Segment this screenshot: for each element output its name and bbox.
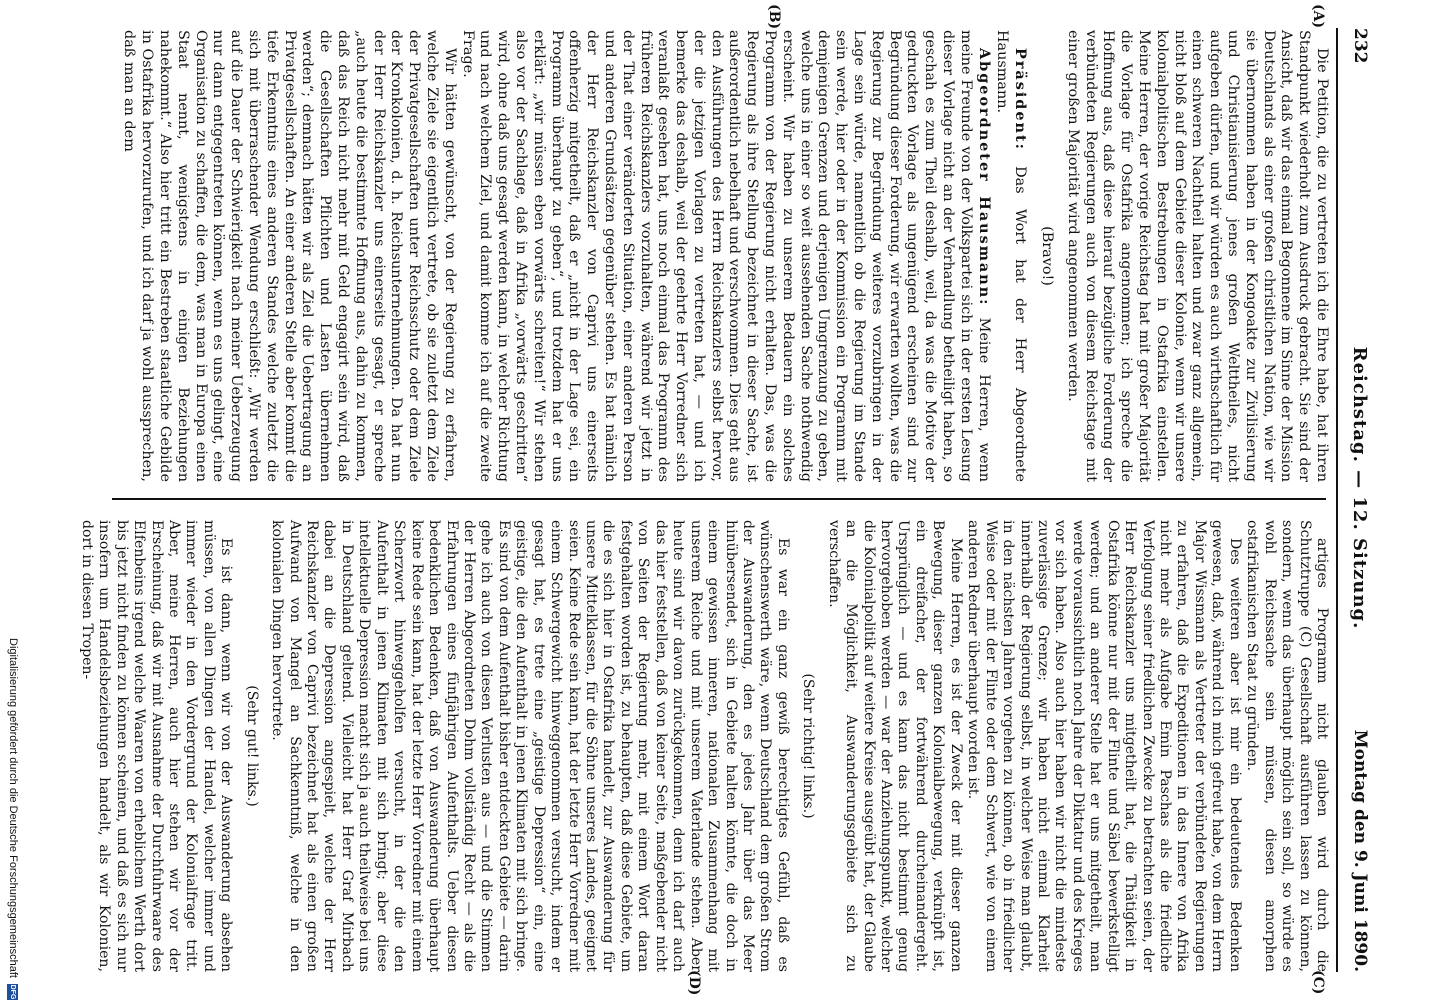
- page-number: 232: [1350, 28, 1370, 64]
- left-column: [120, 30, 1330, 482]
- column-divider: [112, 498, 1326, 500]
- header-rule: [1336, 28, 1338, 972]
- page-header: [1340, 28, 1374, 972]
- interjection: (Bravo!): [1039, 226, 1056, 286]
- speaker-label: Abgeordneter Hausmann:: [975, 48, 993, 307]
- paragraph: artiges Programm nicht glauben wird durch die Schutztruppe (C) Gesellschaft ausführen lassen zu können, sondern, wenn das überhaupt möglich sein soll, so würde es wohl Reichssache sein müssen, diesen amorphen ostafrikanischen Staat zu gründen.: [1244, 520, 1330, 972]
- footer-credit: [6, 0, 20, 1000]
- margin-marker-b: (B): [766, 4, 782, 30]
- right-column: [77, 520, 1330, 972]
- dfg-logo: DFG: [9, 984, 17, 1000]
- paragraph: Die Petition, die zu vertreten ich die Ehre habe, hat ihren Standpunkt wiederholt zum Ausdruck gebracht. Sie sind der Ansicht, daß wir das einmal Begonnene im Sinne der Mission Deutschlands als einer großen christlichen Nation, wie wir sie übernommen haben in der Kongoakte zur Zivilisierung und Christianisierung jenes großen Welttheiles, nicht aufgeben dürfen, und wir würden es auch wirthschaftlich für einen schweren Nachtheil halten und zwar ganz allgemein, nicht bloß auf dem Gebiete dieser Kolonie, wenn wir unsere kolonialpolitischen Bestrebungen in Ostafrika einstellen. Meine Herren, der vorige Reichstag hat mit großer Majorität die Vorlage für Ostafrika angenommen; ich spreche die Hoffnung aus, daß diese hierauf bezügliche Forderung der verbündeten Regierungen auch von diesem Reichstage mit einer großen Majorität wird angenommen werden.: [1064, 30, 1330, 482]
- paragraph: Wir hätten gewünscht, von der Regierung zu erfahren, welche Ziele sie eigentlich vertrete, ob sie zuletzt dem Ziele der Privatgesellschaften unter Reichsschutz oder dem Ziele der Kronkolonien, d. h. Reichsunternehmungen. Da hat nun der Herr Reichskanzler uns einerseits gesagt, er spreche „auch heute die bestimmte Hoffnung aus, dahin zu kommen, daß das Reich nicht mehr mit Geld engagirt sein wird, daß die Gesellschaften Pflichten und Lasten übernehmen werden“; demnach hätten wir als Ziel die Uebertragung an Privatgesellschaften. An einer anderen Stelle aber kommt die tiefe Erkenntnis eines anderen Standes welche zuletzt die sich mit überraschender Wendung erschließt: „Wir werden auf die Dauer der Schwierigkeit nach meiner Ueberzeugung nur dann entgegentreten können, wenn es uns gelingt, eine Organisation zu schaffen, die dem, was man in Europa einen Staat nennt, wenigstens in einigen Beziehungen nahekommt.“ Also hier tritt ein Bestreben staatliche Gebilde in Ostafrika hervorzurufen, und ich darf ja wohl aussprechen, daß man an dem: [121, 30, 458, 482]
- document-page: [42, 0, 1382, 1000]
- funding-credit: Digitalisierung gefördert durch die Deutsche Forschungsgemeinschaft: [7, 638, 19, 978]
- margin-marker-c: (C): [1310, 970, 1326, 995]
- session-date: Montag den 9. Juni 1890.: [1350, 729, 1370, 972]
- paragraph: Es war ein ganz gewiß berechtigtes Gefühl, daß es wünschenswerth wäre, wenn Deutschland dem großen Strom der Auswanderung, den es jedes Jahr über das Meer hinübersendet, sich in Gebiete halten könnte, die doch in einem gewissen inneren, nationalen Zusammenhang mit unserem Reiche und mit unserem Vaterlande stehen. Aber heute sind wir davon zurückgekommen, denn ich darf auch das hier feststellen, daß von keiner Seite, maßgebender nicht von Seiten der Regierung mehr, mit einem Wort daran festgehalten worden ist, zu behaupten, daß diese Gebiete, um die es sich hier in Ostafrika handelt, zur Auswanderung für unsere Mittelklassen, für die Söhne unseres Landes, geeignet seien. Keine Rede sein kann, hat der letzte Herr Vorredner mit einem Schwergewicht hinweggenommen versucht, indem er gesagt hat, es trete eine „geistige Depression“ ein, eine geistige, die den Aufenthalt in jenen Klimaten mit sich bringe. Es sind von dem Aufenthalt bisher entdeckten Gebiete — darin gehe ich auch von diesen Verlusten aus — und die Stimmen der Herren Abgeordneten Dohm vollständig Recht — als die Erfahrungen eines fünfjährigen Aufenthalts. Ueber diesen bedenklichen Bedenken, daß von Auswanderung überhaupt keine Rede sein kann, hat der letzte Herr Vorredner mit einem Scherzwort hinweggeholfen versucht, in der die den Aufenthalt in jenen Klimaten mit sich bringt; aber diese intellektuelle Depression macht sich ja auch theilweise bei uns in Deutschland geltend. Vielleicht hat Herr Graf Mirbach dabei an die Depression angespielt, welche der Herr Reichskanzler von Caprivi bezeichnet hat als einen großen Aufwand von Mangel an Sachkenntniß, welche in den kolonialen Dingen hervortrete.: [269, 520, 791, 972]
- interjection: (Sehr gut! links.): [243, 685, 260, 807]
- paragraph: Es ist dann, wenn wir von der Auswanderung absehen müssen, von allen Dingen der Handel, welcher immer und immer wieder in den Vordergrund der Kolonialfrage tritt. Aber, meine Herren, auch hier stehen wir vor der Erscheinung, daß wir mit Ausnahme der Durchfuhrwaare des Elfenbeins irgend welche Waaren von erheblichem Werth dort bis jetzt nicht finden zu können scheinen, und daß es sich nur insofern um Handelsbeziehungen handelt, als wir Kolonien, dort in diesen Tropen-: [78, 520, 235, 972]
- paragraph-text: Meine Herren, wenn meine Freunde von der Volkspartei sich in der ersten Lesung dieser Vorlage nicht an der Verhandlung betheiligt haben, so geschah es zum Theil deshalb, weil, da was die Motive der gedruckten Vorlage als ungenügend erscheinen sind zur Begründung dieser Forderung, wir erwarten wollten, was die Regierung zur Begründung weiteres vorzubringen in der Lage sein würde, namentlich ob die Regierung im Stande sein werde, hier oder in der Kommission ein Programm mit demjenigen Grenzen und derjenigen Umgrenzung zu geben, welche uns in einer so weit aussehenden Sache nothwendig erscheint. Wir haben zu unserem Bedauern ein solches Programm von der Regierung nicht erhalten. Das, was die Regierung als ihre Stellung bezeichnet in dieser Sache, ist außerordentlich nebelhaft und verschwommen. Dies geht aus den Ausführungen des Herrn Reichskanzlers selbst hervor, der die jetzigen Vorlagen zu vertreten hat, — und ich bemerke das deshalb, weil der geehrte Herr Vorredner sich veranlaßt gesehen hat, uns noch einmal das Programm des früheren Reichskanzlers vorzuhalten, während wir jetzt in der That einer veränderten Situation, einer anderen Person und anderen Grundsätzen gegenüber stehen. Es hat nämlich der Herr Reichskanzler von Caprivi uns einerseits offenherzig mitgetheilt, daß er „nicht in der Lage sei, ein Programm überhaupt zu geben“, und trotzdem hat er uns erklärt: „wir müssen eben vorwärts schreiten!“ Wir stehen also vor der Sachlage, daß in Afrika „vorwärts geschritten“ wird, ohne daß uns gesagt werden kann, in welcher Richtung und nach welchem Ziel, und damit komme ich auf die zweite Frage.: [459, 30, 992, 482]
- paragraph: Meine Herren, es ist der Zweck der mit dieser ganzen Bewegung, dieser ganzen Kolonialbewegung, verknüpft ist, ein dreifacher, der fortwährend durcheinandergeht. Ursprünglich — und es kann das nicht bestimmt genug hervorgehoben werden — war der Anziehungspunkt, welcher die Kolonialpolitik auf weitere Kreise ausgeübt hat, der Glaube an die Möglichkeit, Auswanderungsgebiete sich zu verschaffen.: [825, 520, 964, 972]
- interjection: (Sehr richtig! links.): [800, 673, 817, 819]
- speaker-paragraph: [993, 30, 1030, 482]
- margin-marker-a: (A): [1310, 4, 1326, 29]
- paragraph-text: Das Wort hat der Herr Abgeordnete Hausmann.: [994, 30, 1029, 483]
- margin-marker-d: (D): [686, 970, 702, 996]
- running-title: Reichstag. — 12. Sitzung.: [1349, 346, 1370, 630]
- speaker-label: Präsident:: [1012, 48, 1030, 151]
- speaker-paragraph: [458, 30, 993, 482]
- paragraph: Des weiteren aber ist mir ein bedeutendes Bedenken gewesen, daß, während ich mich gefreut habe, von dem Herrn Major Wissmann als Vertreter der verbündeten Regierungen zu erfahren, daß die Expeditionen in das Innere von Afrika nicht mehr als Aufgabe Emin Paschas als die friedliche Verfolgung seiner friedlichen Zwecke zu betrachten seien, der Herr Reichskanzler uns mitgetheilt hat, die Thätigkeit in Ostafrika könne nur mit der Flinte und Säbel bewerkstelligt werden; und an anderer Stelle hat er uns mitgetheilt, man werde voraussichtlich noch Jahre der Diktatur und des Krieges vor sich haben. Also auch hier haben wir nicht die mindeste zuverlässige Grenze; wir haben nicht einmal Klarheit innerhalb der Regierung selbst, in welcher Weise man glaubt, in den nächsten Jahren vorgehen zu können, ob in friedlicher Weise oder mit der Flinte oder dem Schwert, wie von einem anderen Redner überhaupt worden ist.: [965, 520, 1243, 972]
